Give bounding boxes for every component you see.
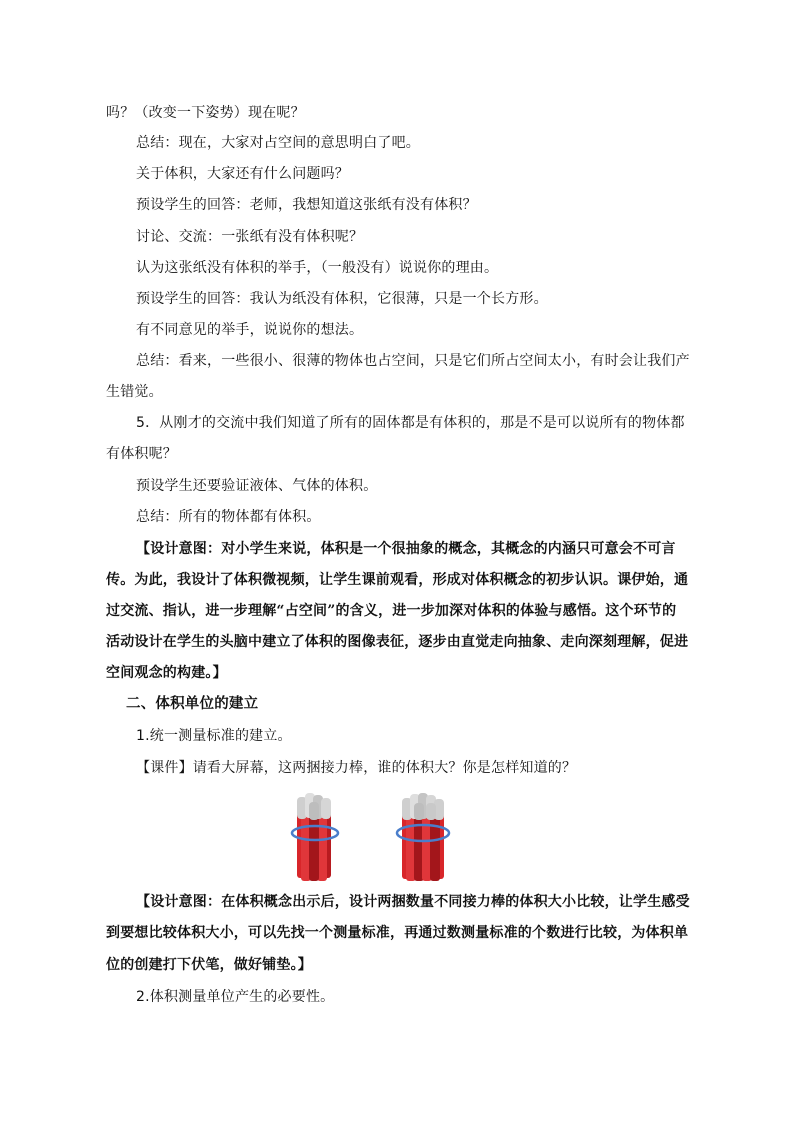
section-heading: 二、体积单位的建立: [126, 696, 259, 712]
subsection-title: 1.统一测量标准的建立。: [136, 728, 292, 744]
design-intent-line: 活动设计在学生的头脑中建立了体积的图像表征，逐步由直觉走向抽象、走向深刻理解，促进: [106, 634, 689, 650]
text-line: 认为这张纸没有体积的举手，（一般没有）说说你的理由。: [136, 260, 499, 276]
text-line: 有体积呢？: [106, 446, 177, 462]
design-intent-line: 过交流、指认，进一步理解“占空间”的含义，进一步加深对体积的体验与感悟。这个环节的: [106, 603, 677, 619]
summary-line: 总结：所有的物体都有体积。: [136, 509, 321, 525]
text-line: 预设学生的回答：我认为纸没有体积，它很薄，只是一个长方形。: [136, 291, 548, 307]
relay-baton-bundles-image: [290, 793, 460, 885]
design-intent-line: 空间观念的构建。】: [106, 665, 227, 681]
subsection-title: 2.体积测量单位产生的必要性。: [136, 989, 335, 1005]
text-line: 关于体积，大家还有什么问题吗？: [136, 166, 349, 182]
text-line: 吗？（改变一下姿势）现在呢？: [106, 105, 305, 121]
text-line: 总结：现在，大家对占空间的意思明白了吧。: [136, 135, 420, 151]
design-intent-line: 位的创建打下伏笔，做好铺垫。】: [106, 957, 312, 973]
baton-bundle-large: [397, 793, 449, 881]
baton-bundle-small: [292, 793, 338, 881]
text-line: 预设学生的回答：老师，我想知道这张纸有没有体积？: [136, 197, 477, 213]
design-intent-line: 【设计意图：对小学生来说，体积是一个很抽象的概念，其概念的内涵只可意会不可言: [136, 541, 676, 557]
design-intent-line: 传。为此，我设计了体积微视频，让学生课前观看，形成对体积概念的初步认识。课伊始，通: [106, 572, 689, 588]
text-line: 总结：看来，一些很小、很薄的物体也占空间，只是它们所占空间太小，有时会让我们产: [136, 353, 690, 369]
courseware-prompt: 【课件】请看大屏幕，这两捆接力棒，谁的体积大？你是怎样知道的？: [136, 760, 577, 776]
text-line: 讨论、交流：一张纸有没有体积呢？: [136, 229, 364, 245]
text-line: 有不同意见的举手，说说你的想法。: [136, 322, 364, 338]
text-line: 5．从刚才的交流中我们知道了所有的固体都是有体积的，那是不是可以说所有的物体都: [136, 415, 685, 431]
relay-baton-bundles-figure: [290, 793, 460, 885]
text-line: 预设学生还要验证液体、气体的体积。: [136, 478, 378, 494]
design-intent-line: 到要想比较体积大小，可以先找一个测量标准，再通过数测量标准的个数进行比较，为体积单: [106, 925, 689, 941]
design-intent-line: 【设计意图：在体积概念出示后，设计两捆数量不同接力棒的体积大小比较，让学生感受: [136, 894, 690, 910]
text-line: 生错觉。: [106, 384, 163, 400]
